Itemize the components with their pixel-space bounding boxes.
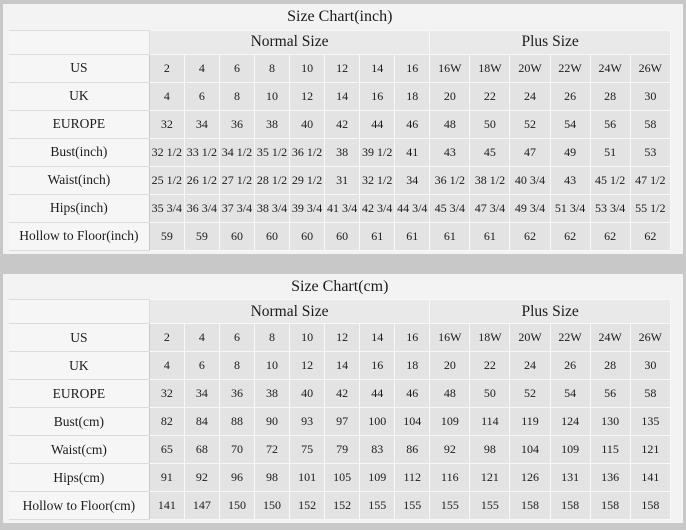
size-cell: 14: [325, 82, 360, 110]
size-cell: 92: [184, 464, 219, 492]
size-cell: 61: [430, 222, 470, 250]
size-cell: 33 1/2: [184, 138, 219, 166]
size-cell: 44: [360, 380, 395, 408]
size-cell: 112: [395, 464, 430, 492]
row-label-hollow-to-floor-inch: Hollow to Floor(inch): [9, 222, 149, 250]
size-cell: 51 3/4: [550, 194, 590, 222]
size-cell: 24: [510, 352, 550, 380]
size-cell: 35 1/2: [254, 138, 289, 166]
size-cell: 12: [290, 352, 325, 380]
row-label-waist-cm: Waist(cm): [9, 436, 149, 464]
size-cell: 16: [395, 324, 430, 352]
size-chart-inch-panel: [3, 4, 683, 254]
column-group-normal-size: Normal Size: [149, 30, 430, 54]
size-cell: 93: [290, 408, 325, 436]
table-row: [9, 352, 671, 380]
corner-cell: [9, 300, 149, 324]
size-cell: 155: [470, 492, 510, 520]
size-cell: 41: [395, 138, 430, 166]
size-cell: 4: [149, 82, 184, 110]
row-label-uk: UK: [9, 352, 149, 380]
size-cell: 90: [254, 408, 289, 436]
size-cell: 119: [510, 408, 550, 436]
size-cell: 8: [219, 82, 254, 110]
size-cell: 52: [510, 380, 550, 408]
size-cell: 60: [219, 222, 254, 250]
size-cell: 20: [430, 352, 470, 380]
size-chart-inch-table: [9, 5, 671, 251]
size-cell: 25 1/2: [149, 166, 184, 194]
size-cell: 38 3/4: [254, 194, 289, 222]
size-cell: 136: [590, 464, 630, 492]
size-cell: 158: [630, 492, 670, 520]
size-cell: 18W: [470, 54, 510, 82]
size-cell: 26W: [630, 324, 670, 352]
table-row: [9, 464, 671, 492]
size-cell: 98: [254, 464, 289, 492]
column-group-normal-size: Normal Size: [149, 300, 430, 324]
table-row: [9, 380, 671, 408]
size-cell: 4: [184, 324, 219, 352]
size-cell: 60: [290, 222, 325, 250]
size-cell: 104: [395, 408, 430, 436]
size-cell: 97: [325, 408, 360, 436]
size-cell: 61: [470, 222, 510, 250]
size-cell: 32: [149, 110, 184, 138]
size-cell: 55 1/2: [630, 194, 670, 222]
size-cell: 47 3/4: [470, 194, 510, 222]
size-cell: 26 1/2: [184, 166, 219, 194]
size-cell: 152: [290, 492, 325, 520]
size-cell: 36: [219, 110, 254, 138]
size-cell: 10: [254, 352, 289, 380]
size-cell: 38: [325, 138, 360, 166]
size-cell: 30: [630, 82, 670, 110]
size-cell: 43: [430, 138, 470, 166]
size-cell: 47: [510, 138, 550, 166]
size-cell: 41 3/4: [325, 194, 360, 222]
size-cell: 40: [290, 380, 325, 408]
size-cell: 26: [550, 82, 590, 110]
table-row: [9, 436, 671, 464]
size-cell: 6: [219, 324, 254, 352]
size-cell: 155: [360, 492, 395, 520]
size-cell: 109: [430, 408, 470, 436]
size-cell: 124: [550, 408, 590, 436]
size-cell: 20W: [510, 54, 550, 82]
size-cell: 58: [630, 380, 670, 408]
size-cell: 84: [184, 408, 219, 436]
size-cell: 38: [254, 110, 289, 138]
size-cell: 16: [395, 54, 430, 82]
size-cell: 115: [590, 436, 630, 464]
size-cell: 8: [254, 54, 289, 82]
size-cell: 98: [470, 436, 510, 464]
size-cell: 155: [430, 492, 470, 520]
size-cell: 42: [325, 380, 360, 408]
table-gap: [3, 254, 683, 274]
size-cell: 4: [184, 54, 219, 82]
size-cell: 155: [395, 492, 430, 520]
size-cell: 40: [290, 110, 325, 138]
column-group-plus-size: Plus Size: [430, 300, 671, 324]
size-cell: 8: [219, 352, 254, 380]
row-label-europe: EUROPE: [9, 380, 149, 408]
size-cell: 44 3/4: [395, 194, 430, 222]
size-cell: 16: [360, 82, 395, 110]
size-cell: 141: [630, 464, 670, 492]
size-cell: 50: [470, 110, 510, 138]
size-cell: 59: [149, 222, 184, 250]
size-cell: 68: [184, 436, 219, 464]
size-cell: 22W: [550, 54, 590, 82]
size-cell: 31: [325, 166, 360, 194]
size-cell: 12: [325, 54, 360, 82]
table-row: [9, 194, 671, 222]
size-cell: 12: [325, 324, 360, 352]
size-cell: 65: [149, 436, 184, 464]
size-cell: 10: [254, 82, 289, 110]
size-cell: 116: [430, 464, 470, 492]
size-chart-cm-panel: [3, 274, 683, 524]
table-row: [9, 166, 671, 194]
size-cell: 131: [550, 464, 590, 492]
size-cell: 147: [184, 492, 219, 520]
size-cell: 14: [360, 54, 395, 82]
size-cell: 109: [360, 464, 395, 492]
table-row: [9, 110, 671, 138]
size-cell: 10: [290, 324, 325, 352]
size-cell: 150: [219, 492, 254, 520]
size-cell: 24: [510, 82, 550, 110]
size-cell: 45 3/4: [430, 194, 470, 222]
size-cell: 40 3/4: [510, 166, 550, 194]
size-cell: 45 1/2: [590, 166, 630, 194]
size-cell: 61: [395, 222, 430, 250]
size-cell: 96: [219, 464, 254, 492]
row-label-waist-inch: Waist(inch): [9, 166, 149, 194]
size-cell: 46: [395, 380, 430, 408]
size-cell: 20: [430, 82, 470, 110]
size-cell: 46: [395, 110, 430, 138]
row-label-bust-cm: Bust(cm): [9, 408, 149, 436]
size-cell: 51: [590, 138, 630, 166]
size-cell: 62: [510, 222, 550, 250]
size-cell: 30: [630, 352, 670, 380]
size-cell: 49 3/4: [510, 194, 550, 222]
size-cell: 101: [290, 464, 325, 492]
size-cell: 61: [360, 222, 395, 250]
size-cell: 79: [325, 436, 360, 464]
size-cell: 100: [360, 408, 395, 436]
size-cell: 38 1/2: [470, 166, 510, 194]
size-cell: 18: [395, 352, 430, 380]
size-cell: 16W: [430, 54, 470, 82]
size-cell: 70: [219, 436, 254, 464]
size-cell: 28: [590, 82, 630, 110]
size-cell: 36: [219, 380, 254, 408]
table-row: [9, 324, 671, 352]
size-cell: 32: [149, 380, 184, 408]
size-cell: 92: [430, 436, 470, 464]
size-cell: 32 1/2: [149, 138, 184, 166]
table-title: Size Chart(inch): [9, 5, 671, 30]
size-cell: 54: [550, 110, 590, 138]
size-cell: 72: [254, 436, 289, 464]
size-cell: 27 1/2: [219, 166, 254, 194]
size-cell: 6: [219, 54, 254, 82]
size-cell: 37 3/4: [219, 194, 254, 222]
size-cell: 48: [430, 110, 470, 138]
size-cell: 43: [550, 166, 590, 194]
size-cell: 16: [360, 352, 395, 380]
size-cell: 56: [590, 110, 630, 138]
row-label-hollow-to-floor-cm: Hollow to Floor(cm): [9, 492, 149, 520]
size-cell: 47 1/2: [630, 166, 670, 194]
size-cell: 86: [395, 436, 430, 464]
size-cell: 82: [149, 408, 184, 436]
row-label-europe: EUROPE: [9, 110, 149, 138]
size-cell: 22W: [550, 324, 590, 352]
table-row: [9, 222, 671, 250]
size-cell: 16W: [430, 324, 470, 352]
size-cell: 2: [149, 54, 184, 82]
size-cell: 109: [550, 436, 590, 464]
size-cell: 126: [510, 464, 550, 492]
size-cell: 20W: [510, 324, 550, 352]
size-cell: 158: [510, 492, 550, 520]
size-cell: 105: [325, 464, 360, 492]
size-cell: 83: [360, 436, 395, 464]
size-cell: 114: [470, 408, 510, 436]
size-cell: 158: [590, 492, 630, 520]
size-cell: 158: [550, 492, 590, 520]
size-cell: 24W: [590, 324, 630, 352]
size-cell: 18: [395, 82, 430, 110]
size-cell: 18W: [470, 324, 510, 352]
size-cell: 6: [184, 82, 219, 110]
size-cell: 22: [470, 82, 510, 110]
column-group-plus-size: Plus Size: [430, 30, 671, 54]
size-cell: 121: [470, 464, 510, 492]
size-cell: 22: [470, 352, 510, 380]
size-cell: 26: [550, 352, 590, 380]
table-row: [9, 408, 671, 436]
row-label-bust-inch: Bust(inch): [9, 138, 149, 166]
size-cell: 91: [149, 464, 184, 492]
size-cell: 4: [149, 352, 184, 380]
table-row: [9, 54, 671, 82]
size-cell: 104: [510, 436, 550, 464]
table-title: Size Chart(cm): [9, 275, 671, 300]
size-cell: 36 1/2: [430, 166, 470, 194]
size-cell: 29 1/2: [290, 166, 325, 194]
size-cell: 28 1/2: [254, 166, 289, 194]
size-cell: 75: [290, 436, 325, 464]
size-cell: 42 3/4: [360, 194, 395, 222]
table-row: [9, 138, 671, 166]
size-cell: 56: [590, 380, 630, 408]
table-row: [9, 492, 671, 520]
size-cell: 36 3/4: [184, 194, 219, 222]
size-cell: 10: [290, 54, 325, 82]
row-label-uk: UK: [9, 82, 149, 110]
size-cell: 14: [360, 324, 395, 352]
size-cell: 150: [254, 492, 289, 520]
size-cell: 12: [290, 82, 325, 110]
size-cell: 32 1/2: [360, 166, 395, 194]
size-cell: 35 3/4: [149, 194, 184, 222]
row-label-us: US: [9, 54, 149, 82]
size-cell: 60: [325, 222, 360, 250]
size-cell: 88: [219, 408, 254, 436]
size-cell: 59: [184, 222, 219, 250]
size-cell: 6: [184, 352, 219, 380]
size-cell: 48: [430, 380, 470, 408]
size-cell: 62: [630, 222, 670, 250]
size-cell: 44: [360, 110, 395, 138]
row-label-hips-inch: Hips(inch): [9, 194, 149, 222]
size-chart-cm-table: [9, 275, 671, 521]
size-cell: 52: [510, 110, 550, 138]
size-cell: 34 1/2: [219, 138, 254, 166]
size-cell: 8: [254, 324, 289, 352]
size-cell: 135: [630, 408, 670, 436]
size-cell: 62: [550, 222, 590, 250]
size-cell: 49: [550, 138, 590, 166]
size-cell: 39 1/2: [360, 138, 395, 166]
row-label-hips-cm: Hips(cm): [9, 464, 149, 492]
size-cell: 54: [550, 380, 590, 408]
size-cell: 36 1/2: [290, 138, 325, 166]
size-cell: 34: [395, 166, 430, 194]
size-cell: 24W: [590, 54, 630, 82]
size-cell: 53 3/4: [590, 194, 630, 222]
size-cell: 141: [149, 492, 184, 520]
size-cell: 60: [254, 222, 289, 250]
size-cell: 152: [325, 492, 360, 520]
size-cell: 28: [590, 352, 630, 380]
size-cell: 50: [470, 380, 510, 408]
size-cell: 121: [630, 436, 670, 464]
size-cell: 130: [590, 408, 630, 436]
size-cell: 39 3/4: [290, 194, 325, 222]
size-cell: 38: [254, 380, 289, 408]
size-cell: 58: [630, 110, 670, 138]
size-cell: 34: [184, 110, 219, 138]
size-cell: 2: [149, 324, 184, 352]
table-row: [9, 82, 671, 110]
size-cell: 42: [325, 110, 360, 138]
size-cell: 26W: [630, 54, 670, 82]
size-cell: 34: [184, 380, 219, 408]
size-cell: 14: [325, 352, 360, 380]
size-cell: 53: [630, 138, 670, 166]
row-label-us: US: [9, 324, 149, 352]
corner-cell: [9, 30, 149, 54]
size-cell: 45: [470, 138, 510, 166]
size-cell: 62: [590, 222, 630, 250]
